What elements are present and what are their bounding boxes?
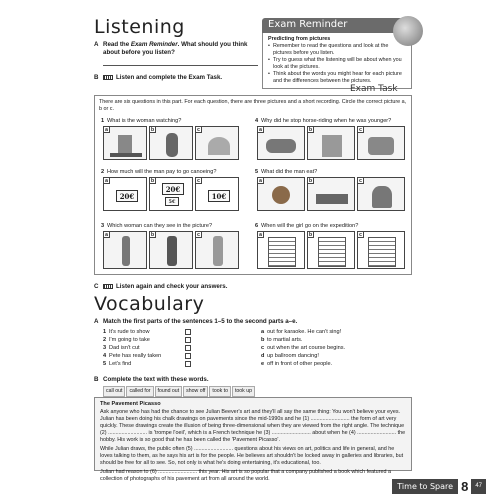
match-right-b: b to martial arts. bbox=[261, 337, 303, 343]
match-right-e: e off in front of other people. bbox=[261, 361, 333, 367]
reading-text-box bbox=[94, 397, 412, 483]
page-footer bbox=[392, 479, 486, 494]
q1-picture-c[interactable]: c bbox=[195, 126, 239, 160]
footer-unit-number: 8 bbox=[458, 479, 471, 494]
answer-box-1[interactable] bbox=[185, 329, 191, 335]
q4-picture-c[interactable]: c bbox=[357, 126, 405, 160]
question-5: 5 What did the man eat? bbox=[255, 169, 318, 175]
q4-picture-a[interactable]: a bbox=[257, 126, 305, 160]
question-3: 3 Which woman can they see in the picture? bbox=[101, 223, 213, 229]
q2-picture-c[interactable]: c 10€ bbox=[195, 177, 239, 211]
match-right-a: a out for karaoke. He can't sing! bbox=[261, 329, 342, 335]
match-left-2: 2 I'm going to take bbox=[103, 337, 150, 343]
audio-track-icon bbox=[103, 75, 113, 80]
reading-paragraph: While Julian draws, the public often (5) .......................... questions about his views on art, politics and life in general, and he loves talking to them, as he says his art is for the people. He believes art shouldn't be locked away in galleries and libraries, but should be free for all to see. So, not only is what he's doing entertaining, it's educational, too. bbox=[100, 446, 404, 467]
reminder-item: • Remember to read the questions and look at the pictures before you listen. bbox=[268, 43, 406, 57]
question-2: 2 How much will the man pay to go canoeing? bbox=[101, 169, 217, 175]
reminder-item: • Try to guess what the listening will be about when you look at the pictures. bbox=[268, 57, 406, 71]
cd-disc-icon bbox=[393, 16, 423, 46]
exam-reminder bbox=[262, 18, 412, 89]
audio-track-icon bbox=[103, 284, 113, 289]
match-left-4: 4 Pete has really taken bbox=[103, 353, 162, 359]
reading-paragraph: Julian had reason to (6) .......................... this year. His art is so popular that a company published a book which featured a collection of photographs of his pavement art from all around the world. bbox=[100, 469, 391, 483]
word-bank-item: took to bbox=[209, 386, 231, 397]
page-number: 47 bbox=[475, 482, 482, 489]
question-1: 1 What is the woman watching? bbox=[101, 118, 182, 124]
q5-picture-a[interactable]: a bbox=[257, 177, 305, 211]
exam-reminder-subtitle: Predicting from pictures bbox=[268, 35, 331, 42]
word-bank-item: call out bbox=[103, 386, 125, 397]
exam-task-box bbox=[94, 95, 412, 275]
exam-reminder-title: Exam Reminder bbox=[262, 18, 412, 33]
answer-box-4[interactable] bbox=[185, 353, 191, 359]
q5-picture-c[interactable]: c bbox=[357, 177, 405, 211]
reading-text-title: The Pavement Picasso bbox=[100, 401, 161, 407]
match-left-3: 3 Dad isn't cut bbox=[103, 345, 140, 351]
listening-title: Listening bbox=[94, 16, 185, 38]
q3-picture-a[interactable]: a bbox=[103, 231, 147, 269]
answer-box-5[interactable] bbox=[185, 361, 191, 367]
q4-picture-b[interactable]: b bbox=[307, 126, 355, 160]
vocabulary-question-a: A Match the first parts of the sentences 1–5 to the second parts a–e. bbox=[94, 318, 298, 325]
match-right-d: d up ballroom dancing! bbox=[261, 353, 319, 359]
exam-task-instructions: There are six questions in this part. For each question, there are three pictures and a short recording. Circle the correct picture a, b or c. bbox=[99, 99, 407, 112]
word-bank-item: took up bbox=[232, 386, 255, 397]
q6-picture-c[interactable]: c bbox=[357, 231, 405, 269]
word-bank-item: called for bbox=[126, 386, 153, 397]
banknote-10: 10€ bbox=[208, 190, 230, 202]
q6-picture-a[interactable]: a bbox=[257, 231, 305, 269]
banknote-20: 20€ bbox=[116, 190, 138, 202]
vocabulary-title: Vocabulary bbox=[94, 293, 205, 315]
listening-question-c: C Listen again and check your answers. bbox=[94, 283, 228, 290]
word-bank-item: found out bbox=[155, 386, 183, 397]
q5-picture-b[interactable]: b bbox=[307, 177, 355, 211]
exam-task-tab: Exam Task bbox=[350, 84, 398, 94]
reminder-item: • Think about the words you might hear for each picture and the differences between the pictures. bbox=[268, 71, 406, 85]
vocabulary-question-b: B Complete the text with these words. bbox=[94, 376, 209, 383]
q3-picture-b[interactable]: b bbox=[149, 231, 193, 269]
match-left-1: 1 It's rude to show bbox=[103, 329, 150, 335]
q2-picture-b[interactable]: b 20€ 5€ bbox=[149, 177, 193, 211]
listening-question-b: B Listen and complete the Exam Task. bbox=[94, 74, 223, 81]
footer-unit-title: Time to Spare bbox=[397, 481, 454, 491]
question-4: 4 Why did he stop horse-riding when he was younger? bbox=[255, 118, 392, 124]
q1-picture-a[interactable]: a bbox=[103, 126, 147, 160]
match-right-c: c out when the art course begins. bbox=[261, 345, 346, 351]
listening-question-a: A Read the Exam Reminder. What should you think about before you listen? bbox=[94, 41, 248, 56]
banknote-5: 5€ bbox=[165, 197, 179, 206]
q3-picture-c[interactable]: c bbox=[195, 231, 239, 269]
q6-picture-b[interactable]: b bbox=[307, 231, 355, 269]
word-bank-item: show off bbox=[183, 386, 208, 397]
q1-picture-b[interactable]: b bbox=[149, 126, 193, 160]
question-6: 6 When will the girl go on the expedition? bbox=[255, 223, 359, 229]
banknote-20: 20€ bbox=[162, 183, 184, 195]
answer-box-2[interactable] bbox=[185, 337, 191, 343]
match-left-5: 5 Let's find bbox=[103, 361, 132, 367]
reading-paragraph: Ask anyone who has had the chance to see Julian Beever's art and they'll all say the same thing: You won't believe your eyes. Julian has been doing his chalk drawings on pavements since the mid-1990s and he (1) .......................... the form of art very quickly. These drawings create the illusion of being three-dimensional when they are viewed from the right angle. The technique (2) .......................... is 'trompe l'oeil', which is a French technique he (3) .......................... about when he (4) .......................... the hobby. His work is so good that he has been called the 'Pavement Picasso'. bbox=[100, 408, 406, 444]
answer-box-3[interactable] bbox=[185, 345, 191, 351]
q2-picture-a[interactable]: a 20€ bbox=[103, 177, 147, 211]
word-bank bbox=[103, 386, 256, 397]
answer-line[interactable] bbox=[103, 65, 258, 66]
